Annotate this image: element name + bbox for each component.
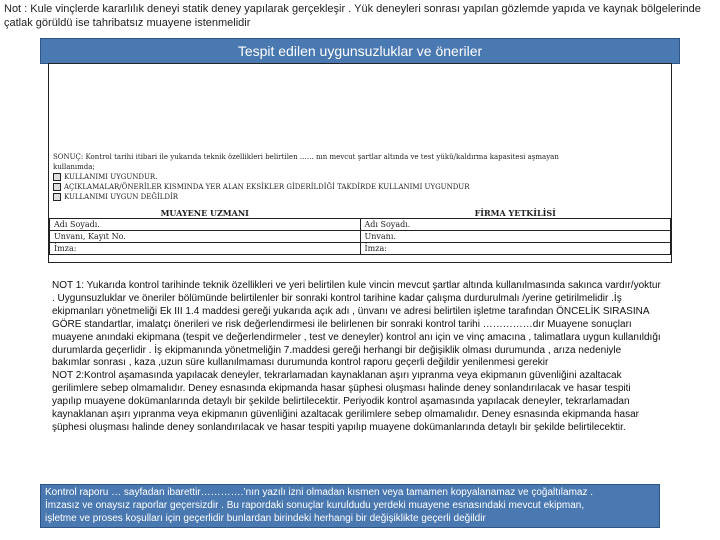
option-label: KULLANIMI UYGUN DEĞİLDİR [64, 193, 179, 201]
inspection-form [48, 63, 672, 263]
footer-line: İmzasız ve onaysız raporlar geçersizdir . Bu rapordaki sonuçlar kuruldudu yerdeki muayene esnasındaki mevcut ekipman, [45, 500, 585, 511]
option-suitable [49, 172, 671, 182]
footer-disclaimer [40, 484, 660, 528]
section-banner-title: Tespit edilen uygunsuzluklar ve öneriler [40, 38, 680, 64]
option-conditional [49, 182, 671, 192]
company-header: FİRMA YETKİLİSİ [360, 208, 671, 219]
note-1: NOT 1: Yukarıda kontrol tarihinde teknik özellikleri ve yeri belirtilen kule vincin mevcut şartlar altında kullanılmasında sakınca vardır/yoktur . Uygunsuzluklar ve öneriler bölümünde belirtilenler bir sonraki kontrol tarihine kadar çalışma durdurulmalı /yerine getirilmelidir .İş ekipmanları yönetmeliği Ek III 1.4 maddesi gereği yukarıda açık adı , ünvanı ve adresi belirtilen işletme tarafından ÖNCELİK SIRASINA GÖRE standartlar, imalatçı önerileri ve risk değerlendirmesi ile belirlenen bir sonraki kontrol tarihi ……………dır Muayene sonuçları muayene anındaki ekipmana (tespit ve değerlendirmeler , test ve deneyler) kontrol anı için ve vinç amacına , talimatlara uygun kullanıldığı durumlarda geçerlidir . İş ekipmanında yönetmeliğin 7.maddesi gereği herhangi bir değişiklik olması durumunda , arıza nedeniyle bakımlar sonrası , kaza ,uzun süre kullanılmaması durumunda kontrol raporu geçerli değildir yenilenmesi gerekir [52, 280, 661, 369]
company-title-field[interactable]: Unvanı. [360, 231, 671, 243]
inspector-name-field[interactable]: Adı Soyadı. [50, 219, 361, 231]
footer-line: işletme ve proses koşulları için geçerlidir bunlardan birindeki herhangi bir değişiklikte geçerli değildir [45, 513, 486, 524]
note-2: NOT 2:Kontrol aşamasında yapılacak deneyler, tekrarlamadan kaynaklanan aşırı yıpranma veya ekipmanın güvenliğini azaltacak gerilimlere sebep olmamalıdır. Deney esnasında ekipmanda hasar şüphesi oluşması halinde deney sonlandırılacak ve hasar tespiti yapılıp muayene dokümanlarında detaylı bir şekilde belirtilecektir. Periyodik kontrol aşamasında yapılacak deneyler, tekrarlamadan kaynaklanan aşırı yıpranma veya ekipmanın güvenliğini azaltacak gerilimlere sebep olmamalıdır. Deney esnasında ekipmanda hasar şüphesi oluşması halinde deney sonlandırılacak ve hasar tespiti yapılıp muayene dokümanlarında detaylı bir şekilde belirtilecektir. [52, 370, 639, 433]
company-signature-field[interactable]: İmza: [360, 243, 671, 255]
notes-section [52, 280, 662, 435]
option-label: KULLANIMI UYGUNDUR. [64, 173, 158, 181]
option-unsuitable [49, 192, 671, 202]
checkbox-icon[interactable] [53, 193, 61, 201]
inspector-title-field[interactable]: Unvanı, Kayıt No. [50, 231, 361, 243]
inspector-signature-field[interactable]: İmza: [50, 243, 361, 255]
company-name-field[interactable]: Adı Soyadı. [360, 219, 671, 231]
top-note: Not : Kule vinçlerde kararlılık deneyi statik deney yapılarak gerçekleşir . Yük deneyleri sonrası yapılan gözlemde yapıda ve kaynak bölgelerinde çatlak görüldü ise tahribatsız muayene istenmelidir [4, 3, 701, 29]
signature-table [49, 208, 671, 255]
checkbox-icon[interactable] [53, 173, 61, 181]
result-statement: SONUÇ: Kontrol tarihi itibari ile yukarıda teknik özellikleri belirtilen …… nın mevcut şartlar altında ve test yükü/kaldırma kapasitesi aşmayan [53, 153, 559, 161]
result-section [49, 152, 671, 208]
option-label: AÇIKLAMALAR/ÖNERİLER KISMINDA YER ALAN EKSİKLER GİDERİLDİĞİ TAKDİRDE KULLANIMI UYGUNDUR [64, 183, 470, 191]
checkbox-icon[interactable] [53, 183, 61, 191]
inspector-header: MUAYENE UZMANI [50, 208, 361, 219]
findings-blank-area [49, 64, 671, 152]
footer-line: Kontrol raporu … sayfadan ibarettir………….’nın yazılı izni olmadan kısmen veya tamamen kopyalanamaz ve çoğaltılamaz . [45, 487, 594, 498]
result-sub-label: kullanımda; [53, 163, 95, 171]
